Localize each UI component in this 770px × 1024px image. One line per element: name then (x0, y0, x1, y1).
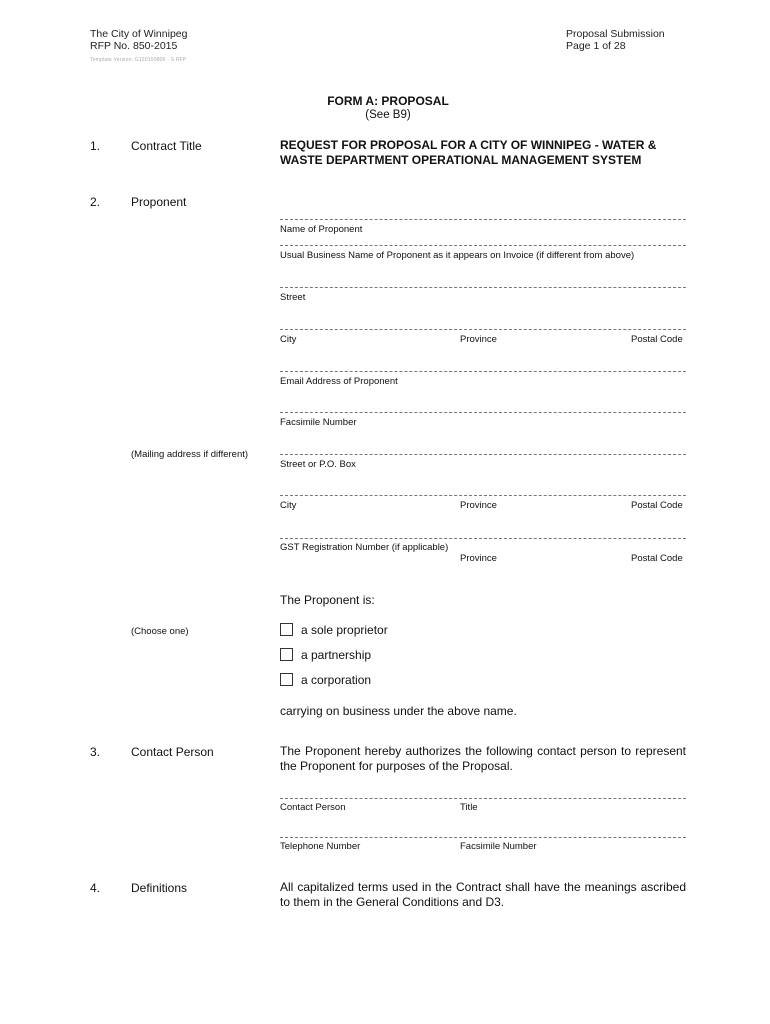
definitions-text: All capitalized terms used in the Contract shall have the meanings ascribed to them in the General Conditions and D3. (280, 880, 686, 909)
street-field[interactable] (280, 287, 686, 288)
mailing-address-label: (Mailing address if different) (131, 449, 249, 460)
mailing-street-field[interactable] (280, 454, 686, 455)
sole-proprietor-checkbox[interactable] (280, 623, 293, 636)
contact-phone-fax-field[interactable] (280, 837, 686, 838)
corporation-label: a corporation (301, 673, 372, 687)
carrying-on-business-text: carrying on business under the above name. (280, 704, 517, 718)
province-caption: Province (460, 334, 497, 345)
gst-caption: GST Registration Number (if applicable) (280, 542, 449, 553)
city-caption: City (280, 334, 297, 345)
header-org: The City of Winnipeg (90, 28, 188, 40)
facsimile-caption: Facsimile Number (280, 417, 357, 428)
item-number-3: 3. (90, 745, 101, 759)
contract-title-line2: WASTE DEPARTMENT OPERATIONAL MANAGEMENT SYSTEM (280, 153, 642, 167)
sole-proprietor-label: a sole proprietor (301, 623, 388, 637)
contract-title-line1: REQUEST FOR PROPOSAL FOR A CITY OF WINNIPEG - WATER & (280, 138, 657, 152)
proponent-label: Proponent (131, 195, 187, 209)
choose-one-label: (Choose one) (131, 626, 189, 637)
corporation-checkbox[interactable] (280, 673, 293, 686)
proponent-name-caption: Name of Proponent (280, 224, 363, 235)
contact-authorization-text: The Proponent hereby authorizes the following contact person to represent the Proponent for purposes of the Proposal. (280, 744, 686, 773)
street-caption: Street (280, 292, 306, 303)
header-rfp-number: RFP No. 850-2015 (90, 40, 178, 52)
proponent-is-label: The Proponent is: (280, 593, 375, 607)
item-number-4: 4. (90, 881, 101, 895)
form-title: FORM A: PROPOSAL (327, 94, 449, 108)
contact-person-title-field[interactable] (280, 798, 686, 799)
form-subtitle: (See B9) (365, 109, 411, 121)
city-province-postal-field[interactable] (280, 329, 686, 330)
contract-title-label: Contract Title (131, 139, 202, 153)
gst-postal-code-caption: Postal Code (631, 553, 683, 564)
item-number-2: 2. (90, 195, 101, 209)
gst-province-caption: Province (460, 553, 497, 564)
mailing-city-province-postal-field[interactable] (280, 495, 686, 496)
header-page-number: Page 1 of 28 (566, 40, 626, 52)
facsimile-field[interactable] (280, 412, 686, 413)
contact-facsimile-caption: Facsimile Number (460, 841, 537, 852)
header-section: Proposal Submission (566, 28, 665, 40)
contact-person-caption: Contact Person (280, 802, 346, 813)
mailing-street-caption: Street or P.O. Box (280, 459, 356, 470)
header-template-version: Template Version: G120150806 - S RFP (90, 57, 187, 63)
partnership-label: a partnership (301, 648, 372, 662)
business-name-caption: Usual Business Name of Proponent as it appears on Invoice (if different from above) (280, 250, 635, 261)
business-name-field[interactable] (280, 245, 686, 246)
item-number-1: 1. (90, 139, 101, 153)
mailing-city-caption: City (280, 500, 297, 511)
definitions-label: Definitions (131, 881, 188, 895)
email-caption: Email Address of Proponent (280, 376, 398, 387)
email-field[interactable] (280, 371, 686, 372)
gst-field[interactable] (280, 538, 686, 539)
telephone-number-caption: Telephone Number (280, 841, 361, 852)
proponent-name-field[interactable] (280, 219, 686, 220)
mailing-postal-code-caption: Postal Code (631, 500, 683, 511)
partnership-checkbox[interactable] (280, 648, 293, 661)
contact-title-caption: Title (460, 802, 478, 813)
postal-code-caption: Postal Code (631, 334, 683, 345)
contact-person-label: Contact Person (131, 745, 214, 759)
mailing-province-caption: Province (460, 500, 497, 511)
